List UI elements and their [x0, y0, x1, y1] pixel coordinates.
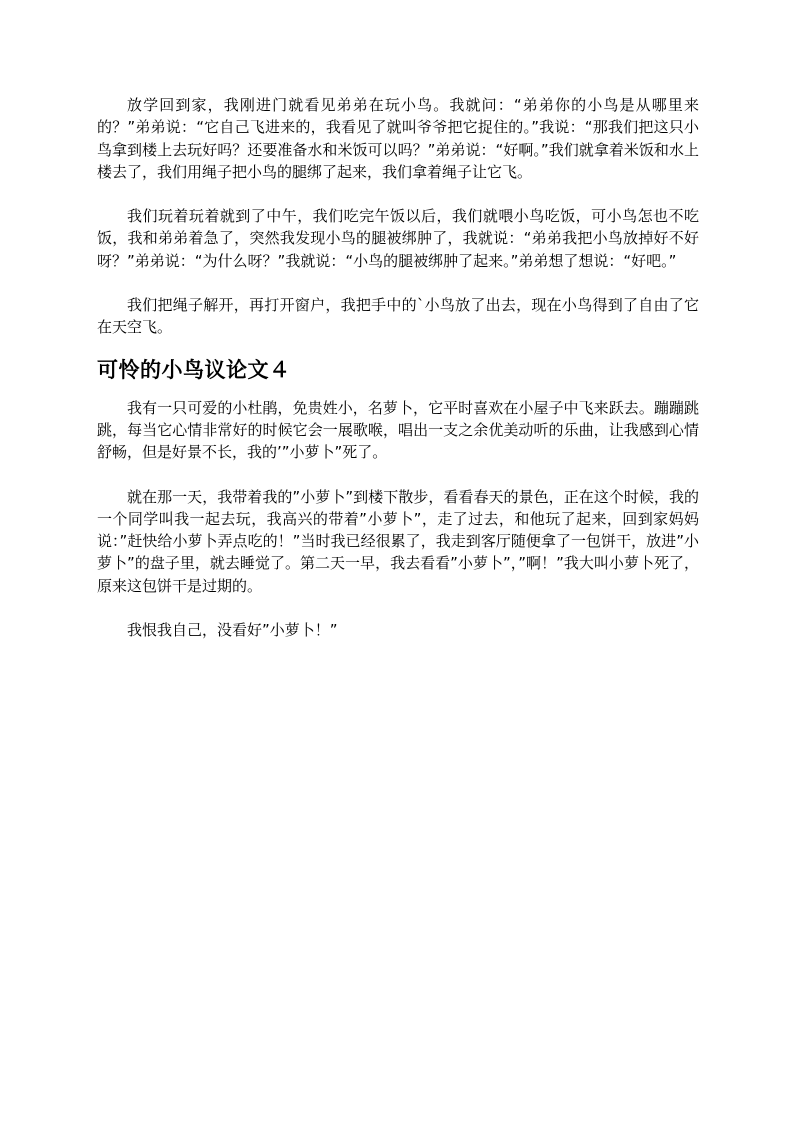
- paragraph-little-cuckoo: 我有一只可爱的小杜鹃，免贵姓小，名萝卜，它平时喜欢在小屋子中飞来跃去。蹦蹦跳跳，每当它心情非常好的时候它会一展歌喉，唱出一支之余优美动听的乐曲，让我感到心情舒畅，但是好景不长，我的’”小萝卜”死了。: [97, 398, 699, 462]
- paragraph-spacer: [97, 272, 699, 294]
- paragraph-bird-freed: 我们把绳子解开，再打开窗户，我把手中的`小鸟放了出去，现在小鸟得到了自由了它在天空飞。: [97, 296, 699, 337]
- paragraph-bird-at-home: 放学回到家，我刚进门就看见弟弟在玩小鸟。我就问：“弟弟你的小鸟是从哪里来的？”弟弟说：“它自己飞进来的，我看见了就叫爷爷把它捉住的。”我说：“那我们把这只小鸟拿到楼上去玩好吗？还要准备水和米饭可以吗？”弟弟说：“好啊。”我们就拿着米饭和水上楼去了，我们用绳子把小鸟的腿绑了起来，我们拿着绳子让它飞。: [97, 96, 699, 181]
- paragraph-spacer: [97, 464, 699, 486]
- document-page: [97, 94, 699, 641]
- paragraph-bird-leg-swollen: 我们玩着玩着就到了中午，我们吃完午饭以后，我们就喂小鸟吃饭，可小鸟怎也不吃饭，我和弟弟着急了，突然我发现小鸟的腿被绑肿了，我就说：“弟弟我把小鸟放掉好不好呀？”弟弟说：“为什么呀？”我就说：“小鸟的腿被绑肿了起来。”弟弟想了想说：“好吧。”: [97, 207, 699, 270]
- section-heading: 可怜的小鸟议论文４: [97, 356, 291, 382]
- paragraph-spacer: [97, 183, 699, 205]
- paragraph-that-day: 就在那一天，我带着我的”小萝卜”到楼下散步，看看春天的景色，正在这个时候，我的一个同学叫我一起去玩，我高兴的带着”小萝卜”，走了过去，和他玩了起来，回到家妈妈说：”赶快给小萝卜弄点吃的！”当时我已经很累了，我走到客厅随便拿了一包饼干，放进”小萝卜”的盘子里，就去睡觉了。第二天一早，我去看看”小萝卜”，”啊！”我大叫小萝卜死了，原来这包饼干是过期的。: [97, 487, 699, 595]
- paragraph-spacer: [97, 597, 699, 619]
- paragraph-regret: 我恨我自己，没看好”小萝卜！”: [127, 621, 338, 640]
